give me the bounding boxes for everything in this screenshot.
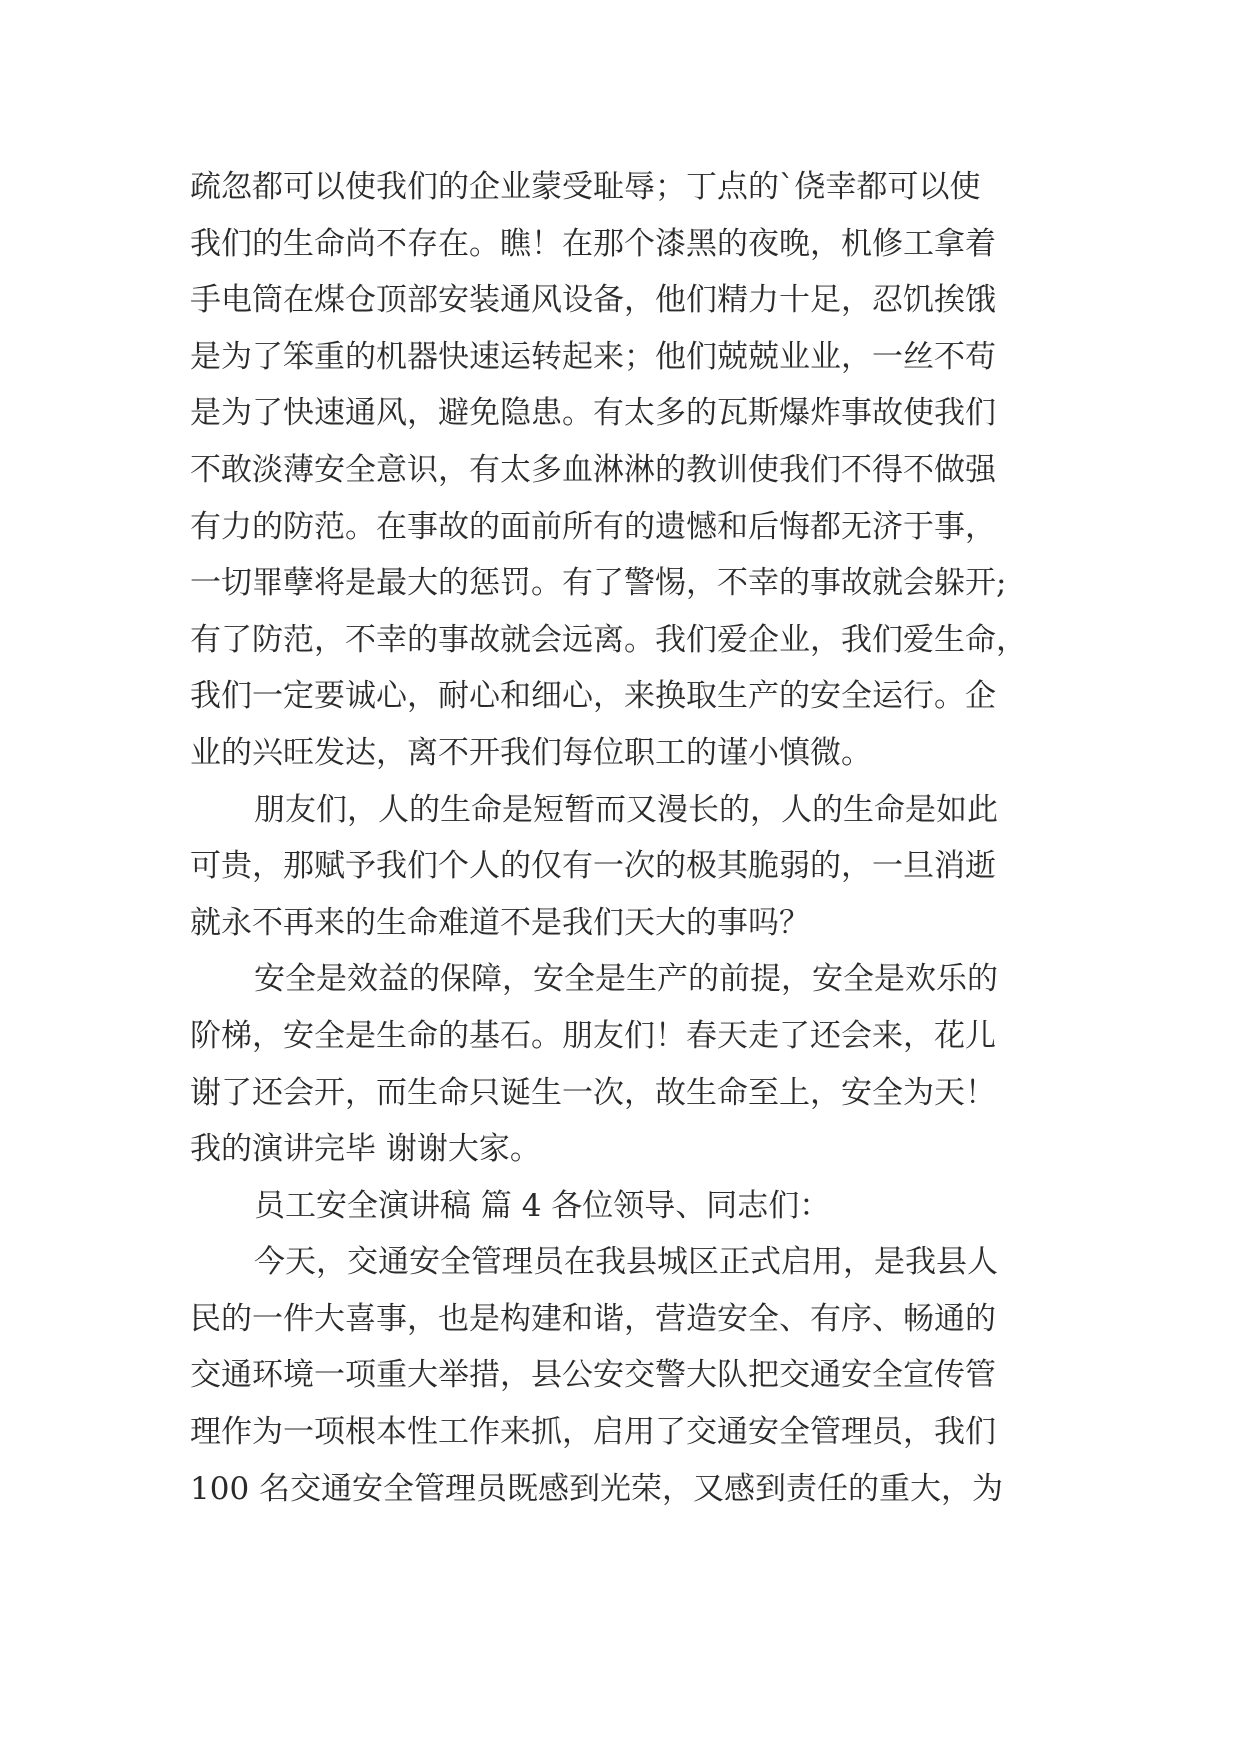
text-line: 我的演讲完毕 谢谢大家。	[190, 1131, 541, 1168]
paragraph-first-line: 今天，交通安全管理员在我县城区正式启用，是我县人	[254, 1244, 998, 1281]
text-line: 是为了快速通风，避免隐患。有太多的瓦斯爆炸事故使我们	[190, 395, 996, 432]
text-line: 手电筒在煤仓顶部安装通风设备，他们精力十足，忍饥挨饿	[190, 282, 996, 319]
text-line: 阶梯，安全是生命的基石。朋友们！春天走了还会来，花儿	[190, 1017, 996, 1054]
text-line: 疏忽都可以使我们的企业蒙受耻辱；丁点的`侥幸都可以使	[190, 169, 981, 205]
text-line: 理作为一项根本性工作来抓，启用了交通安全管理员，我们	[190, 1414, 996, 1451]
text-line: 我们一定要诚心，耐心和细心，来换取生产的安全运行。企	[190, 678, 996, 715]
text-line: 我们的生命尚不存在。瞧！在那个漆黑的夜晚，机修工拿着	[190, 225, 996, 262]
text-line: 不敢淡薄安全意识，有太多血淋淋的教训使我们不得不做强	[190, 451, 996, 488]
text-line: 100 名交通安全管理员既感到光荣，又感到责任的重大，为	[190, 1470, 1004, 1507]
text-line: 交通环境一项重大举措，县公安交警大队把交通安全宣传管	[190, 1357, 996, 1394]
body-text	[190, 159, 1070, 1517]
text-line: 有力的防范。在事故的面前所有的遗憾和后悔都无济于事，	[190, 508, 996, 545]
paragraph-first-line: 朋友们，人的生命是短暂而又漫长的，人的生命是如此	[254, 791, 998, 828]
text-line: 可贵，那赋予我们个人的仅有一次的极其脆弱的，一旦消逝	[190, 848, 996, 885]
text-line: 业的兴旺发达，离不开我们每位职工的谨小慎微。	[190, 734, 872, 771]
text-line: 就永不再来的生命难道不是我们天大的事吗？	[190, 904, 810, 941]
paragraph-first-line: 安全是效益的保障，安全是生产的前提，安全是欢乐的	[254, 961, 998, 998]
text-line: 一切罪孽将是最大的惩罚。有了警惕，不幸的事故就会躲开;	[190, 565, 1007, 602]
text-line: 谢了还会开，而生命只诞生一次，故生命至上，安全为天！	[190, 1074, 996, 1111]
text-line: 民的一件大喜事，也是构建和谐，营造安全、有序、畅通的	[190, 1300, 996, 1337]
text-line: 有了防范，不幸的事故就会远离。我们爱企业，我们爱生命，	[190, 621, 1027, 658]
text-line: 是为了笨重的机器快速运转起来；他们兢兢业业，一丝不苟	[190, 338, 996, 375]
section-heading: 员工安全演讲稿 篇 4 各位领导、同志们：	[254, 1187, 831, 1224]
